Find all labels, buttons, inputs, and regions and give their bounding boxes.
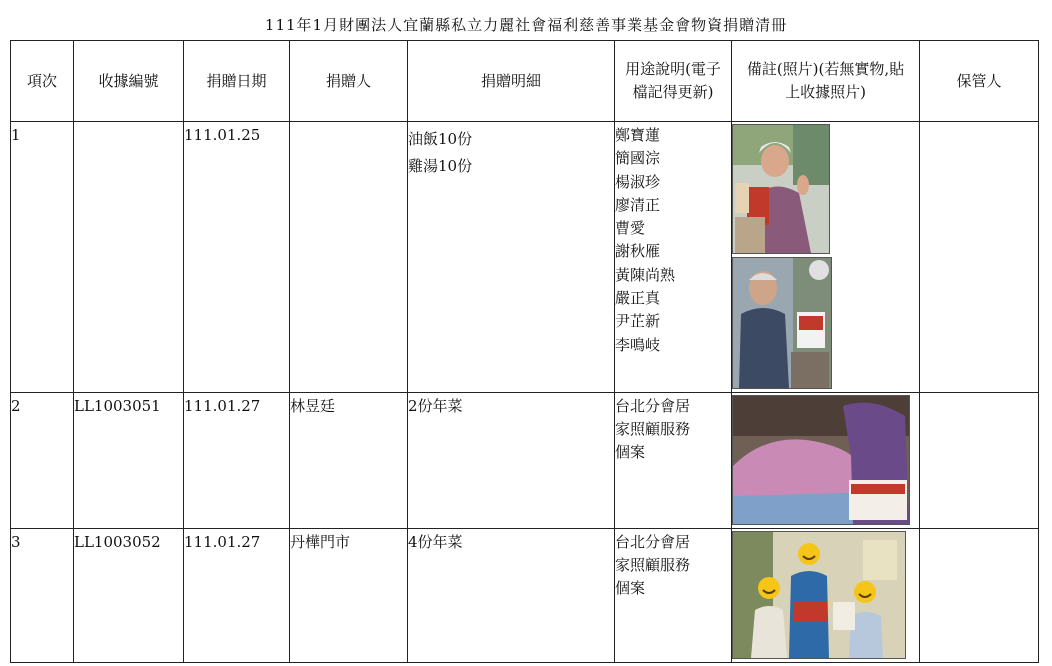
- header-custodian: 保管人: [920, 41, 1039, 122]
- cell-receipt-no: [74, 122, 184, 393]
- donation-photo: [732, 531, 906, 659]
- cell-donor: 林昱廷: [290, 393, 408, 529]
- recipient-name: 簡國淙: [615, 149, 661, 168]
- header-item-no: 項次: [11, 41, 74, 122]
- header-details: 捐贈明細: [408, 41, 615, 122]
- recipient-name: 廖清正: [615, 195, 661, 214]
- header-donation-date: 捐贈日期: [184, 41, 290, 122]
- donation-photo: [732, 124, 830, 254]
- cell-receipt-no: LL1003052: [74, 529, 184, 663]
- cell-donor: [290, 122, 408, 393]
- detail-line: 4份年菜: [408, 533, 463, 551]
- purpose-line: 家照顧服務: [615, 556, 691, 574]
- header-receipt-no: 收據編號: [74, 41, 184, 122]
- detail-line: 2份年菜: [408, 397, 463, 415]
- cell-details: [408, 122, 615, 393]
- donation-photo: [732, 395, 910, 525]
- purpose-line: 家照顧服務: [615, 420, 691, 438]
- header-remarks: [732, 41, 920, 122]
- header-remarks-label: 備註(照片)(若無實物,貼上收據照片): [746, 60, 905, 101]
- table-row: [11, 529, 1039, 663]
- recipient-name: 鄭寶蓮: [615, 126, 661, 144]
- cell-custodian: [920, 529, 1039, 663]
- cell-details: [408, 529, 615, 663]
- purpose-line: 個案: [615, 579, 646, 597]
- recipient-name: 嚴正真: [615, 289, 661, 308]
- purpose-line: 台北分會居: [615, 397, 691, 415]
- table-row: [11, 393, 1039, 529]
- recipient-name: 尹芷新: [615, 312, 661, 331]
- recipient-name: 楊淑珍: [615, 172, 661, 191]
- cell-donor: 丹樺門市: [290, 529, 408, 663]
- cell-remarks-photos: [732, 529, 920, 663]
- recipient-name: 李鳴岐: [615, 335, 661, 354]
- recipient-name: 曹愛: [615, 219, 646, 238]
- cell-receipt-no: LL1003051: [74, 393, 184, 529]
- cell-donation-date: 111.01.25: [184, 122, 290, 393]
- cell-remarks-photos: [732, 122, 920, 393]
- cell-item-no: 3: [11, 529, 74, 663]
- cell-donation-date: 111.01.27: [184, 529, 290, 663]
- donation-ledger-table: [10, 40, 1039, 663]
- cell-remarks-photos: [732, 393, 920, 529]
- table-row: [11, 122, 1039, 393]
- cell-donation-date: 111.01.27: [184, 393, 290, 529]
- header-purpose-label: 用途說明(電子檔記得更新): [625, 60, 721, 101]
- cell-item-no: 1: [11, 122, 74, 393]
- cell-details: [408, 393, 615, 529]
- purpose-line: 個案: [615, 443, 646, 461]
- cell-purpose: [615, 393, 732, 529]
- cell-purpose: [615, 529, 732, 663]
- detail-line: 油飯10份: [408, 130, 473, 148]
- purpose-line: 台北分會居: [615, 533, 691, 551]
- cell-item-no: 2: [11, 393, 74, 529]
- header-purpose: [615, 41, 732, 122]
- document-title: 111年1月財團法人宜蘭縣私立力麗社會福利慈善事業基金會物資捐贈清冊: [264, 16, 788, 34]
- recipient-name: 黃陳尚熟: [615, 265, 676, 284]
- recipient-name: 謝秋雁: [615, 242, 661, 261]
- detail-line: 雞湯10份: [408, 157, 473, 175]
- cell-custodian: [920, 393, 1039, 529]
- cell-purpose: [615, 122, 732, 393]
- header-donor: 捐贈人: [290, 41, 408, 122]
- donation-photo: [732, 257, 832, 389]
- cell-custodian: [920, 122, 1039, 393]
- header-row: [11, 41, 1039, 122]
